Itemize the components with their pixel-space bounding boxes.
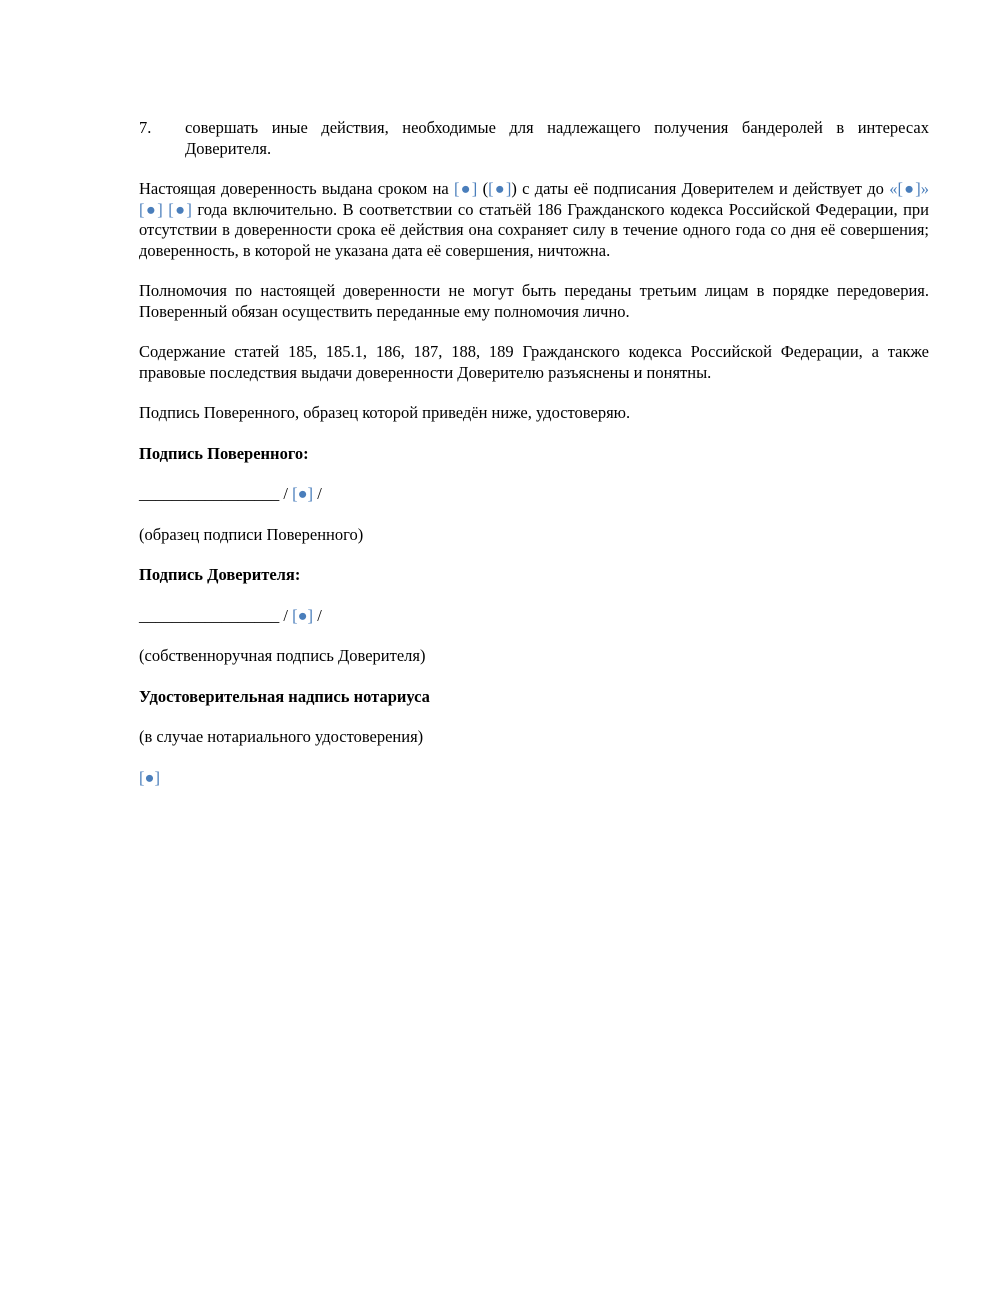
notary-caption: (в случае нотариального удостоверения) [139, 727, 424, 746]
principal-signature-caption: (собственноручная подпись Доверителя) [139, 646, 426, 665]
term-placeholder-year: [●] [168, 199, 192, 219]
list-item-7 [139, 118, 929, 159]
term-text-2: ( [477, 179, 489, 198]
attorney-signature-caption: (образец подписи Поверенного) [139, 524, 364, 544]
principal-signature-line [139, 606, 929, 627]
notary-placeholder: [●] [139, 767, 160, 787]
attorney-signature-blank: _________________ / [139, 484, 293, 503]
principal-signature-blank: _________________ / [139, 605, 293, 625]
notary-heading: Удостоверительная надпись нотариуса [139, 686, 430, 706]
no-transfer-paragraph: Полномочия по настоящей доверенности не могут быть переданы третьим лицам в порядке передоверия. Поверенный обязан осуществить переданные ему полномочия лично. [139, 281, 929, 321]
list-item-text: совершать иные действия, необходимые для надлежащего получения бандеролей в интересах Доверителя. [185, 118, 929, 158]
term-text-6: года включительно. В соответствии со статьёй 186 Гражданского кодекса Российской Федерации, при отсутствии в доверенности срока её действия она сохраняет силу в течение одного года со дня её совершения; доверенность, в которой не указана дата её совершения, ничтожна. [139, 199, 930, 260]
term-placeholder-month: [●] [139, 199, 163, 219]
attorney-name-placeholder: [●] [292, 484, 314, 503]
document-page [139, 118, 929, 788]
term-placeholder-day: «[●]» [889, 179, 929, 198]
term-paragraph [139, 179, 929, 261]
attorney-signature-line-end: / [313, 484, 322, 503]
term-placeholder-1: [●] [454, 179, 478, 198]
attorney-signature-line [139, 484, 929, 505]
attorney-signature-heading: Подпись Поверенного: [139, 443, 309, 463]
principal-signature-heading: Подпись Доверителя: [139, 565, 301, 584]
articles-paragraph: Содержание статей 185, 185.1, 186, 187, 188, 189 Гражданского кодекса Российской Федерации, а также правовые последствия выдачи доверенности Доверителю разъяснены и понятны. [139, 342, 929, 382]
list-item-number: 7. [139, 118, 152, 137]
term-text-3: ) с даты её подписания Доверителем и действует до [511, 179, 890, 198]
principal-name-placeholder: [●] [292, 605, 314, 625]
principal-signature-line-end: / [313, 605, 322, 625]
term-placeholder-2: [●] [488, 179, 512, 198]
certify-paragraph: Подпись Поверенного, образец которой приведён ниже, удостоверяю. [139, 403, 631, 422]
term-text-1: Настоящая доверенность выдана сроком на [139, 179, 455, 198]
